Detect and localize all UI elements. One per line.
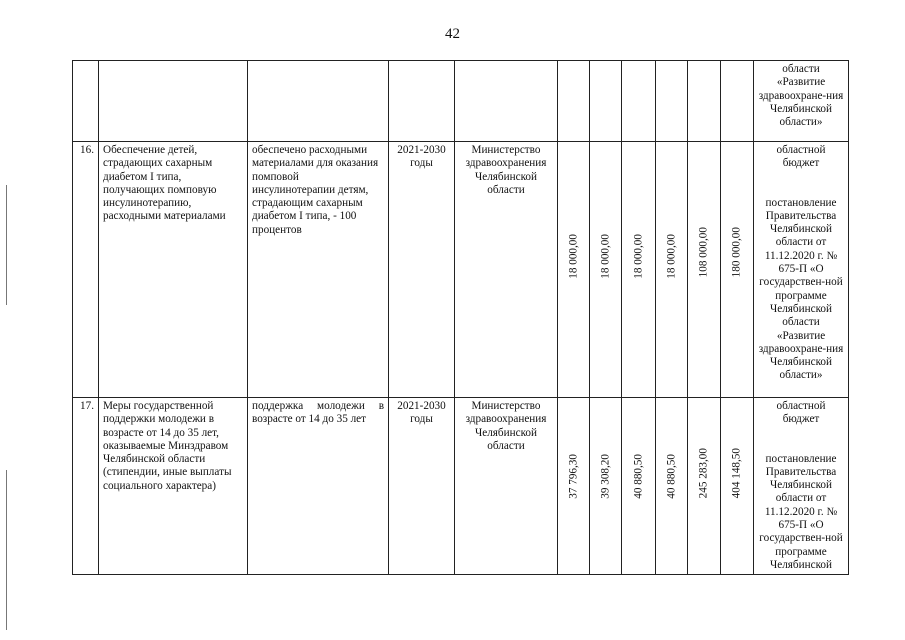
funding-source-text: постановление Правительства Челябинской области от 11.12.2020 г. № 675-П «О государствен-ной программе Челябинской <box>759 452 843 571</box>
funding-budget: областной бюджет <box>776 400 826 426</box>
amount-value: 18 000,00 <box>664 234 677 279</box>
funding-source-text: постановление Правительства Челябинской области от 11.12.2020 г. № 675-П «О государствен-ной программе Челябинской области «Развитие здравоохране-ния Челябинской области» <box>758 196 844 382</box>
scan-margin-line <box>6 185 7 305</box>
measure-cell: Обеспечение детей, страдающих сахарным диабетом I типа, получающих помповую инсулинотерапию, расходными материалами <box>99 142 248 398</box>
row-number: 17. <box>73 398 99 575</box>
row-number-cell <box>73 61 99 142</box>
amount-value: 245 283,00 <box>697 448 710 499</box>
amount-cell <box>558 61 590 142</box>
amount-cell <box>656 142 688 398</box>
funding-source-text: области «Развитие здравоохране-ния Челябинской области» <box>758 63 844 129</box>
program-measures-table <box>72 60 849 575</box>
amount-cell <box>721 61 754 142</box>
amount-value: 108 000,00 <box>697 227 710 278</box>
amount-value: 180 000,00 <box>730 227 743 278</box>
amount-cell <box>622 61 656 142</box>
amount-cell <box>590 61 622 142</box>
amount-cell <box>721 398 754 575</box>
period-cell: 2021-2030 годы <box>389 142 455 398</box>
funding-source-cell <box>754 142 849 398</box>
period-cell <box>389 61 455 142</box>
amount-cell <box>590 142 622 398</box>
period-cell: 2021-2030 годы <box>389 398 455 575</box>
executor-cell: Министерство здравоохранения Челябинской области <box>455 142 558 398</box>
executor-cell <box>455 61 558 142</box>
amount-value: 18 000,00 <box>631 234 644 279</box>
amount-value: 18 000,00 <box>566 234 579 279</box>
measure-cell <box>99 61 248 142</box>
indicator-cell <box>248 61 389 142</box>
indicator-cell: обеспечено расходными материалами для оказания помповой инсулинотерапии детям, страдающим сахарным диабетом I типа, - 100 процентов <box>248 142 389 398</box>
amount-cell <box>721 142 754 398</box>
measure-cell: Меры государственной поддержки молодежи в возрасте от 14 до 35 лет, оказываемые Минздравом Челябинской области (стипендии, иные выплаты социального характера) <box>99 398 248 575</box>
amount-value: 40 880,50 <box>664 454 677 499</box>
amount-cell <box>656 398 688 575</box>
table-row <box>73 142 849 398</box>
amount-value: 40 880,50 <box>631 454 644 499</box>
amount-cell <box>558 398 590 575</box>
amount-cell <box>622 398 656 575</box>
amount-value: 404 148,50 <box>730 448 743 499</box>
executor-cell: Министерство здравоохранения Челябинской области <box>455 398 558 575</box>
funding-budget: областной бюджет <box>776 144 826 170</box>
amount-cell <box>688 142 721 398</box>
amount-cell <box>558 142 590 398</box>
amount-value: 39 308,20 <box>598 454 611 499</box>
amount-value: 37 796,30 <box>566 454 579 499</box>
amount-cell <box>622 142 656 398</box>
amount-cell <box>590 398 622 575</box>
row-number: 16. <box>73 142 99 398</box>
scan-margin-line <box>6 470 7 630</box>
amount-cell <box>688 398 721 575</box>
funding-source-cell <box>754 398 849 575</box>
funding-source-cell <box>754 61 849 142</box>
table-row <box>73 398 849 575</box>
table-row <box>73 61 849 142</box>
page-number: 42 <box>445 26 460 42</box>
amount-cell <box>656 61 688 142</box>
amount-value: 18 000,00 <box>598 234 611 279</box>
indicator-cell: поддержка молодежи в возрасте от 14 до 35 лет <box>248 398 389 575</box>
amount-cell <box>688 61 721 142</box>
